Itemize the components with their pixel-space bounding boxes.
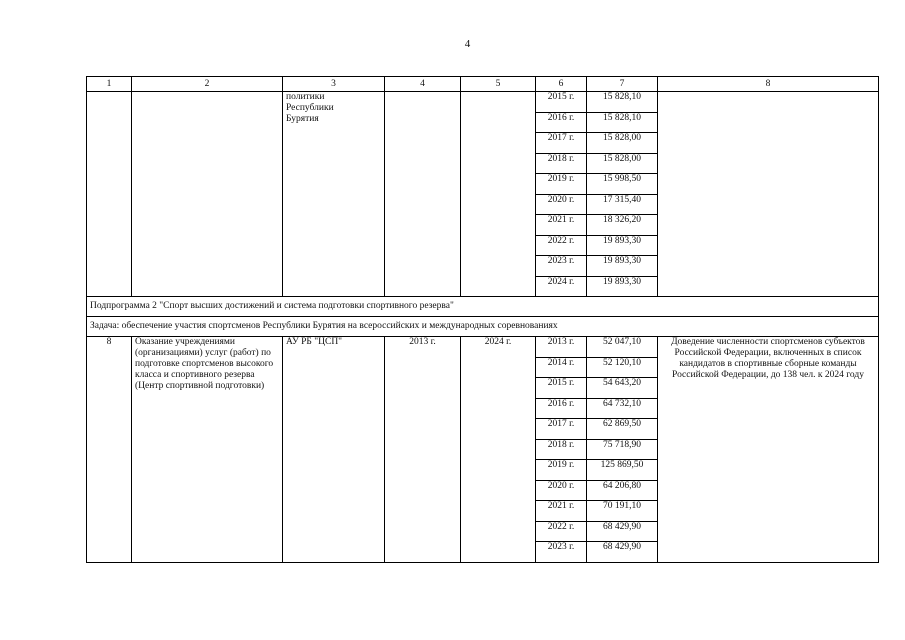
subprogram-title: Подпрограмма 2 "Спорт высших достижений и система подготовки спортивного резерва" [87,297,879,317]
col-number-7: 7 [587,77,658,92]
amount-cell: 75 718,90 [587,439,658,460]
amount-cell: 54 643,20 [587,378,658,399]
col-number-8: 8 [658,77,879,92]
task-title: Задача: обеспечение участия спортсменов Республики Бурятия на всероссийских и международных соревнованиях [87,317,879,337]
subprogram-row [87,297,879,317]
amount-cell: 15 828,10 [587,112,658,133]
page-number: 4 [464,38,471,50]
year-cell: 2013 г. [536,337,587,358]
col-number-5: 5 [461,77,536,92]
year-cell: 2024 г. [536,276,587,297]
year-cell: 2016 г. [536,112,587,133]
amount-cell: 19 893,30 [587,256,658,277]
amount-cell: 52 120,10 [587,357,658,378]
year-cell: 2021 г. [536,215,587,236]
year-cell: 2022 г. [536,521,587,542]
table-row [87,337,879,358]
amount-cell: 64 206,80 [587,480,658,501]
year-cell: 2017 г. [536,133,587,154]
col-number-6: 6 [536,77,587,92]
amount-cell: 19 893,30 [587,235,658,256]
table-row [87,92,879,113]
cell-measure-empty [132,92,283,297]
col-number-3: 3 [283,77,385,92]
cell-executor-continued: политики Республики Бурятия [283,92,385,297]
year-cell: 2016 г. [536,398,587,419]
amount-cell: 62 869,50 [587,419,658,440]
measure-number: 8 [87,337,132,563]
amount-cell: 15 828,00 [587,153,658,174]
year-cell: 2015 г. [536,92,587,113]
year-cell: 2021 г. [536,501,587,522]
col-number-1: 1 [87,77,132,92]
amount-cell: 18 326,20 [587,215,658,236]
year-cell: 2018 г. [536,439,587,460]
amount-cell: 70 191,10 [587,501,658,522]
cell-end-empty [461,92,536,297]
year-cell: 2022 г. [536,235,587,256]
amount-cell: 68 429,90 [587,542,658,563]
amount-cell: 68 429,90 [587,521,658,542]
year-cell: 2015 г. [536,378,587,399]
year-cell: 2018 г. [536,153,587,174]
amount-cell: 52 047,10 [587,337,658,358]
cell-num-empty [87,92,132,297]
measure-expected-result: Доведение численности спортсменов субъектов Российской Федерации, включенных в список кандидатов в спортивные сборные команды Российской Федерации, до 138 чел. к 2024 году [658,337,879,563]
amount-cell: 15 998,50 [587,174,658,195]
column-numbers-row [87,77,879,92]
year-cell: 2020 г. [536,480,587,501]
amount-cell: 17 315,40 [587,194,658,215]
year-cell: 2019 г. [536,174,587,195]
amount-cell: 15 828,00 [587,133,658,154]
amount-cell: 19 893,30 [587,276,658,297]
cell-result-empty [658,92,879,297]
year-cell: 2023 г. [536,256,587,277]
cell-start-empty [385,92,461,297]
amount-cell: 125 869,50 [587,460,658,481]
measure-end-year: 2024 г. [461,337,536,563]
amount-cell: 15 828,10 [587,92,658,113]
measure-executor: АУ РБ "ЦСП" [283,337,385,563]
year-cell: 2023 г. [536,542,587,563]
measure-start-year: 2013 г. [385,337,461,563]
amount-cell: 64 732,10 [587,398,658,419]
table-body [87,77,879,563]
year-cell: 2020 г. [536,194,587,215]
program-table [86,76,879,563]
col-number-4: 4 [385,77,461,92]
year-cell: 2019 г. [536,460,587,481]
measure-description: Оказание учреждениями (организациями) услуг (работ) по подготовке спортсменов высокого класса и спортивного резерва (Центр спортивной подготовки) [132,337,283,563]
col-number-2: 2 [132,77,283,92]
year-cell: 2017 г. [536,419,587,440]
task-row [87,317,879,337]
year-cell: 2014 г. [536,357,587,378]
